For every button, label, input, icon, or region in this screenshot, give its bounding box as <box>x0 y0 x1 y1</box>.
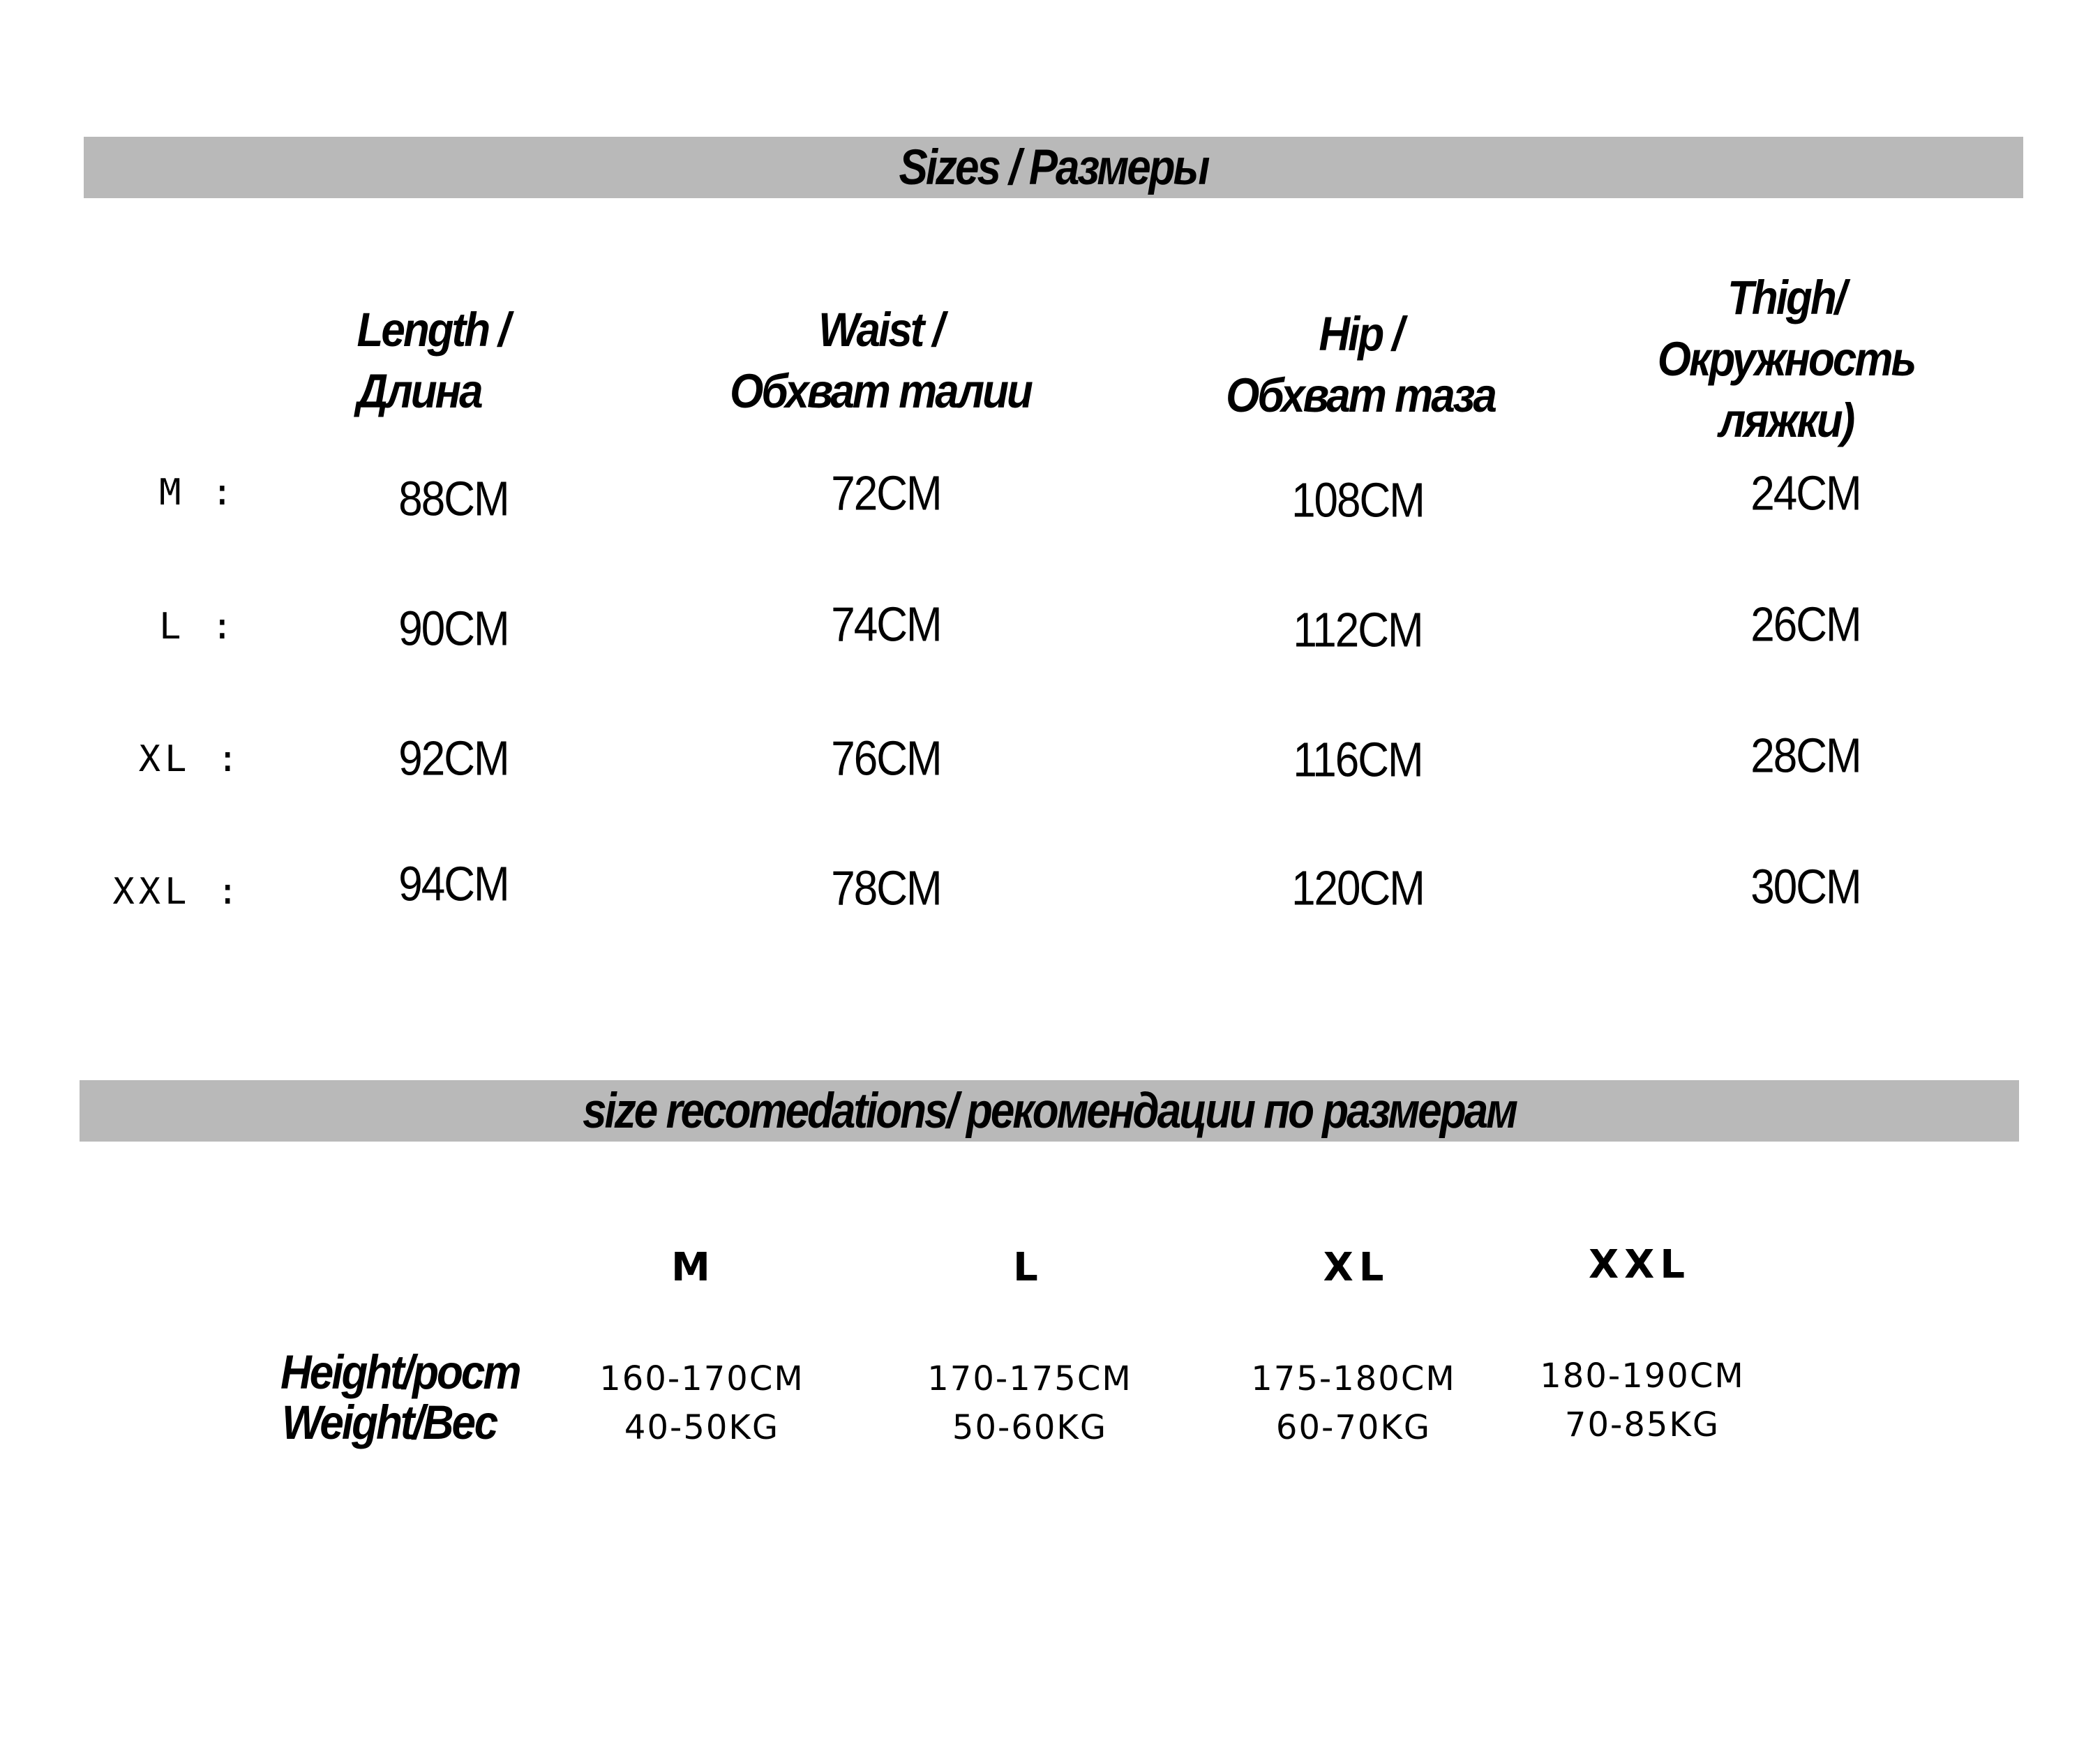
cell-length-l: 90CM <box>398 601 509 657</box>
column-header-line: ляжки) <box>1718 394 1854 448</box>
cell-length-xxl: 94CM <box>398 857 509 912</box>
rec-size-xl: XL <box>1323 1245 1390 1290</box>
rec-size-l: L <box>1013 1245 1044 1290</box>
rec-weight-m: 40-50KG <box>624 1408 780 1447</box>
column-header-line: Обхват таза <box>1226 369 1495 423</box>
column-header-line: Hip / <box>1319 308 1402 361</box>
rec-height-l: 170-175CM <box>927 1359 1132 1398</box>
column-header-line: Окружность <box>1657 333 1915 387</box>
height-label: Height/рост <box>280 1346 520 1400</box>
column-header-thigh <box>1658 268 1915 452</box>
row-label-l: L : <box>159 606 237 648</box>
cell-hip-xl: 116CM <box>1293 733 1423 788</box>
column-header-length <box>357 300 508 423</box>
rec-size-m: M <box>671 1245 716 1290</box>
cell-waist-m: 72CM <box>831 466 941 521</box>
cell-waist-l: 74CM <box>831 597 941 652</box>
column-header-line: Waist / <box>818 304 943 357</box>
rec-weight-xxl: 70-85KG <box>1564 1405 1720 1444</box>
rec-size-xxl: XXL <box>1588 1242 1691 1287</box>
cell-thigh-xl: 28CM <box>1750 728 1861 784</box>
column-header-line: Обхват талии <box>730 365 1031 419</box>
cell-length-xl: 92CM <box>398 731 509 786</box>
column-header-line: Длина <box>357 365 481 419</box>
row-label-m: M : <box>159 472 237 514</box>
weight-label: Weight/Вес <box>282 1396 497 1450</box>
column-header-hip <box>1226 304 1495 427</box>
rec-height-xxl: 180-190CM <box>1540 1356 1745 1396</box>
row-label-xxl: XXL : <box>112 871 243 913</box>
rec-height-m: 160-170CM <box>599 1359 804 1398</box>
cell-hip-m: 108CM <box>1291 473 1424 528</box>
cell-thigh-l: 26CM <box>1750 597 1861 652</box>
cell-length-m: 88CM <box>398 472 509 527</box>
rec-weight-l: 50-60KG <box>952 1408 1108 1447</box>
cell-waist-xxl: 78CM <box>831 861 941 916</box>
cell-thigh-xxl: 30CM <box>1750 860 1861 915</box>
cell-thigh-m: 24CM <box>1750 466 1861 521</box>
sizes-title: Sizes / Размеры <box>899 140 1208 195</box>
recommendations-title: size recomedations/ рекомендации по размерам <box>583 1083 1516 1139</box>
recommendations-header-bar <box>80 1080 2019 1142</box>
cell-waist-xl: 76CM <box>831 731 941 786</box>
cell-hip-l: 112CM <box>1293 603 1423 658</box>
column-header-waist <box>730 300 1031 423</box>
rec-weight-xl: 60-70KG <box>1275 1408 1432 1447</box>
sizes-header-bar <box>84 137 2023 198</box>
column-header-line: Thigh/ <box>1727 271 1845 325</box>
column-header-line: Length / <box>357 304 509 357</box>
row-label-xl: XL : <box>138 738 243 780</box>
rec-height-xl: 175-180CM <box>1251 1359 1456 1398</box>
cell-hip-xxl: 120CM <box>1291 861 1424 916</box>
